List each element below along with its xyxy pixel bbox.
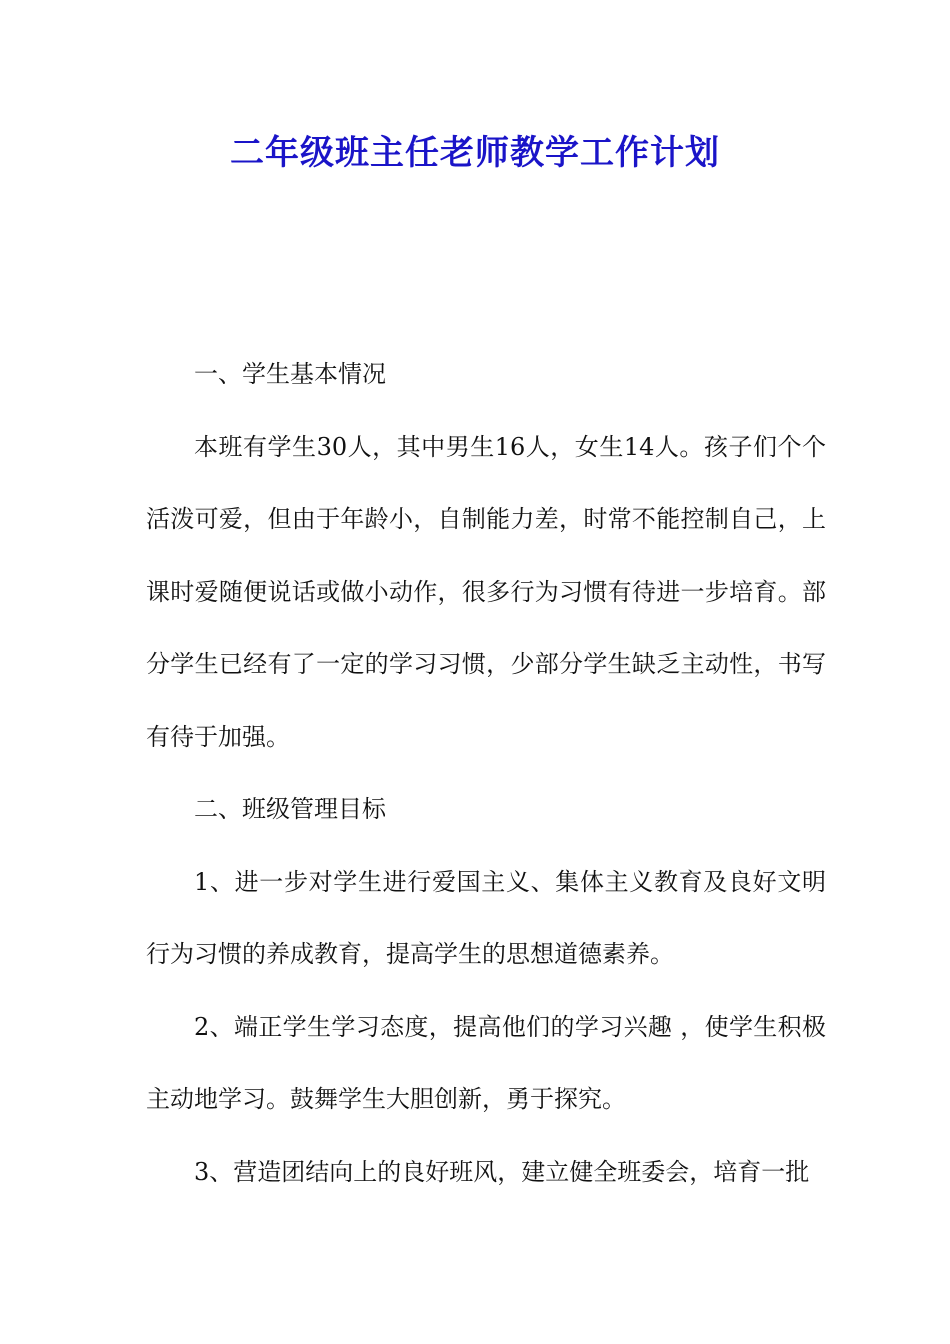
goal-item-3: 3、营造团结向上的良好班风，建立健全班委会，培育一批 <box>194 1157 810 1186</box>
section-heading-management-goals: 二、班级管理目标 <box>194 795 386 823</box>
goal-item-1: 1、进一步对学生进行爱国主义、集体主义教育及良好文明行为习惯的养成教育，提高学生的思想道德素养。 <box>146 867 826 968</box>
paragraph-student-situation: 本班有学生30人，其中男生16人，女生14人。孩子们个个活泼可爱，但由于年龄小，自制能力差，时常不能控制自己，上课时爱随便说话或做小动作，很多行为习惯有待进一步培育。部分学生已经有了一定的学习习惯，少部分学生缺乏主动性，书写有待于加强。 <box>146 432 826 751</box>
document-title: 二年级班主任老师教学工作计划 <box>230 133 720 173</box>
section-heading-student-situation: 一、学生基本情况 <box>194 360 386 388</box>
goal-item-2: 2、端正学生学习态度，提高他们的学习兴趣 ，使学生积极主动地学习。鼓舞学生大胆创新，勇于探究。 <box>146 1012 826 1113</box>
document-body <box>146 338 826 1208</box>
